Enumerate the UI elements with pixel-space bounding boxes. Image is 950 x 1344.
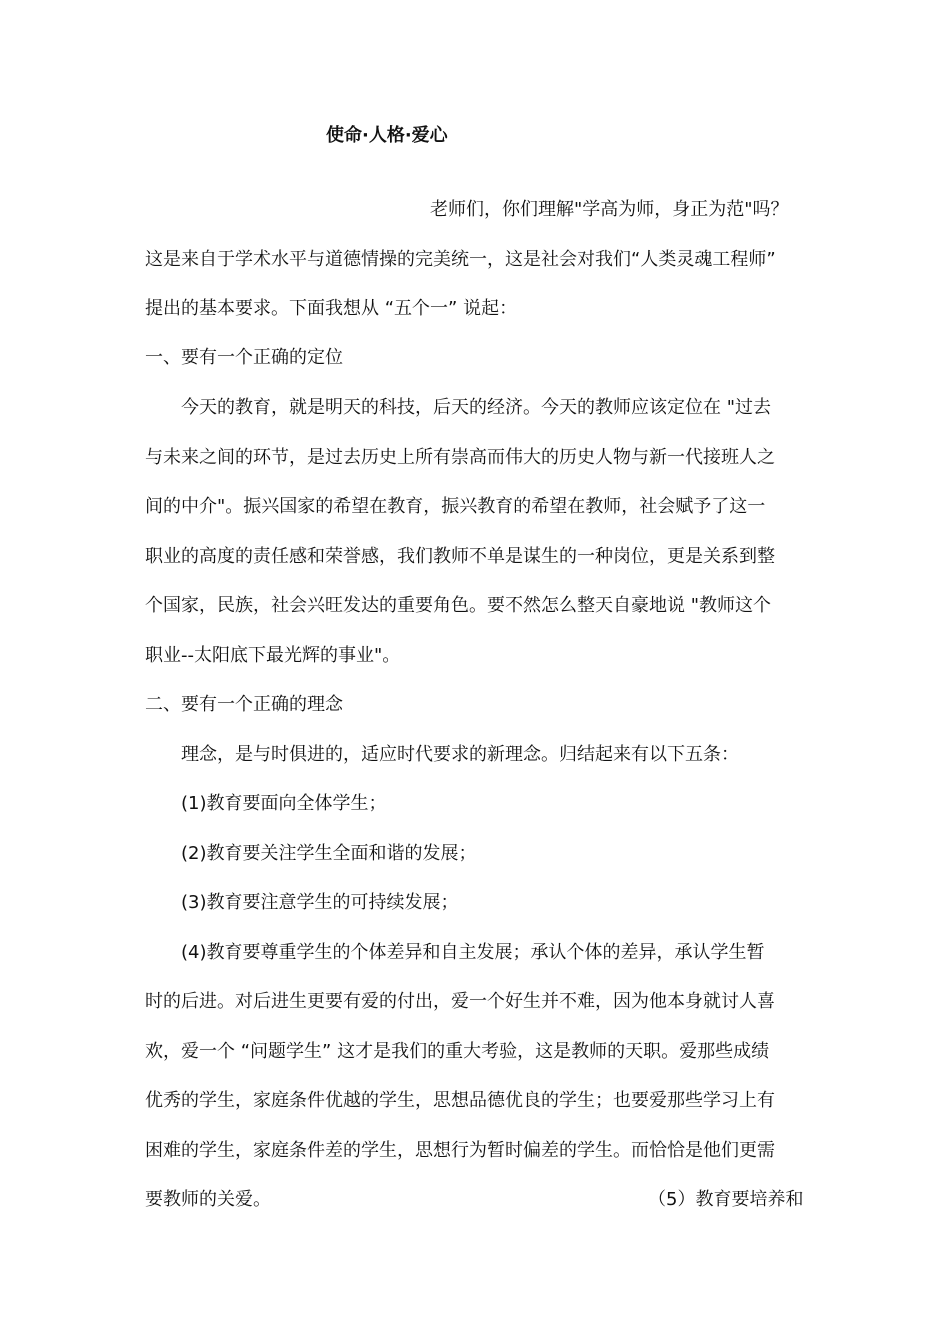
page-title: 使命·人格·爱心 [326, 125, 448, 146]
paragraph-line: 个国家，民族，社会兴旺发达的重要角色。要不然怎么整天自豪地说 "教师这个 [145, 595, 771, 616]
paragraph-line: 要教师的关爱。 [145, 1189, 271, 1210]
section-heading: 一、要有一个正确的定位 [145, 347, 343, 368]
paragraph-line: 职业的高度的责任感和荣誉感，我们教师不单是谋生的一种岗位，更是关系到整 [145, 546, 775, 567]
paragraph-line: 今天的教育，就是明天的科技，后天的经济。今天的教师应该定位在 "过去 [181, 397, 771, 418]
paragraph-line: 职业--太阳底下最光辉的事业"。 [145, 645, 401, 666]
section-heading: 二、要有一个正确的理念 [145, 694, 343, 715]
paragraph-line: 这是来自于学术水平与道德情操的完美统一，这是社会对我们“人类灵魂工程师” [145, 249, 776, 270]
list-item: (2)教育要关注学生全面和谐的发展； [181, 843, 477, 864]
paragraph-line: 提出的基本要求。下面我想从 “五个一” 说起： [145, 298, 518, 319]
paragraph-line: 老师们，你们理解"学高为师，身正为范"吗？ [430, 199, 789, 220]
list-item: (4)教育要尊重学生的个体差异和自主发展；承认个体的差异，承认学生暂 [181, 942, 765, 963]
list-item: （5）教育要培养和 [648, 1189, 804, 1210]
paragraph-line: 时的后进。对后进生更要有爱的付出，爱一个好生并不难，因为他本身就讨人喜 [145, 991, 775, 1012]
paragraph-line: 优秀的学生，家庭条件优越的学生，思想品德优良的学生；也要爱那些学习上有 [145, 1090, 775, 1111]
paragraph-line: 间的中介"。振兴国家的希望在教育，振兴教育的希望在教师，社会赋予了这一 [145, 496, 766, 517]
paragraph-line: 理念，是与时俱进的，适应时代要求的新理念。归结起来有以下五条： [181, 744, 739, 765]
list-item: (3)教育要注意学生的可持续发展； [181, 892, 459, 913]
list-item: (1)教育要面向全体学生； [181, 793, 387, 814]
paragraph-line: 欢，爱一个 “问题学生” 这才是我们的重大考验，这是教师的天职。爱那些成绩 [145, 1041, 770, 1062]
paragraph-line: 与未来之间的环节，是过去历史上所有崇高而伟大的历史人物与新一代接班人之 [145, 447, 775, 468]
paragraph-line: 困难的学生，家庭条件差的学生，思想行为暂时偏差的学生。而恰恰是他们更需 [145, 1140, 775, 1161]
